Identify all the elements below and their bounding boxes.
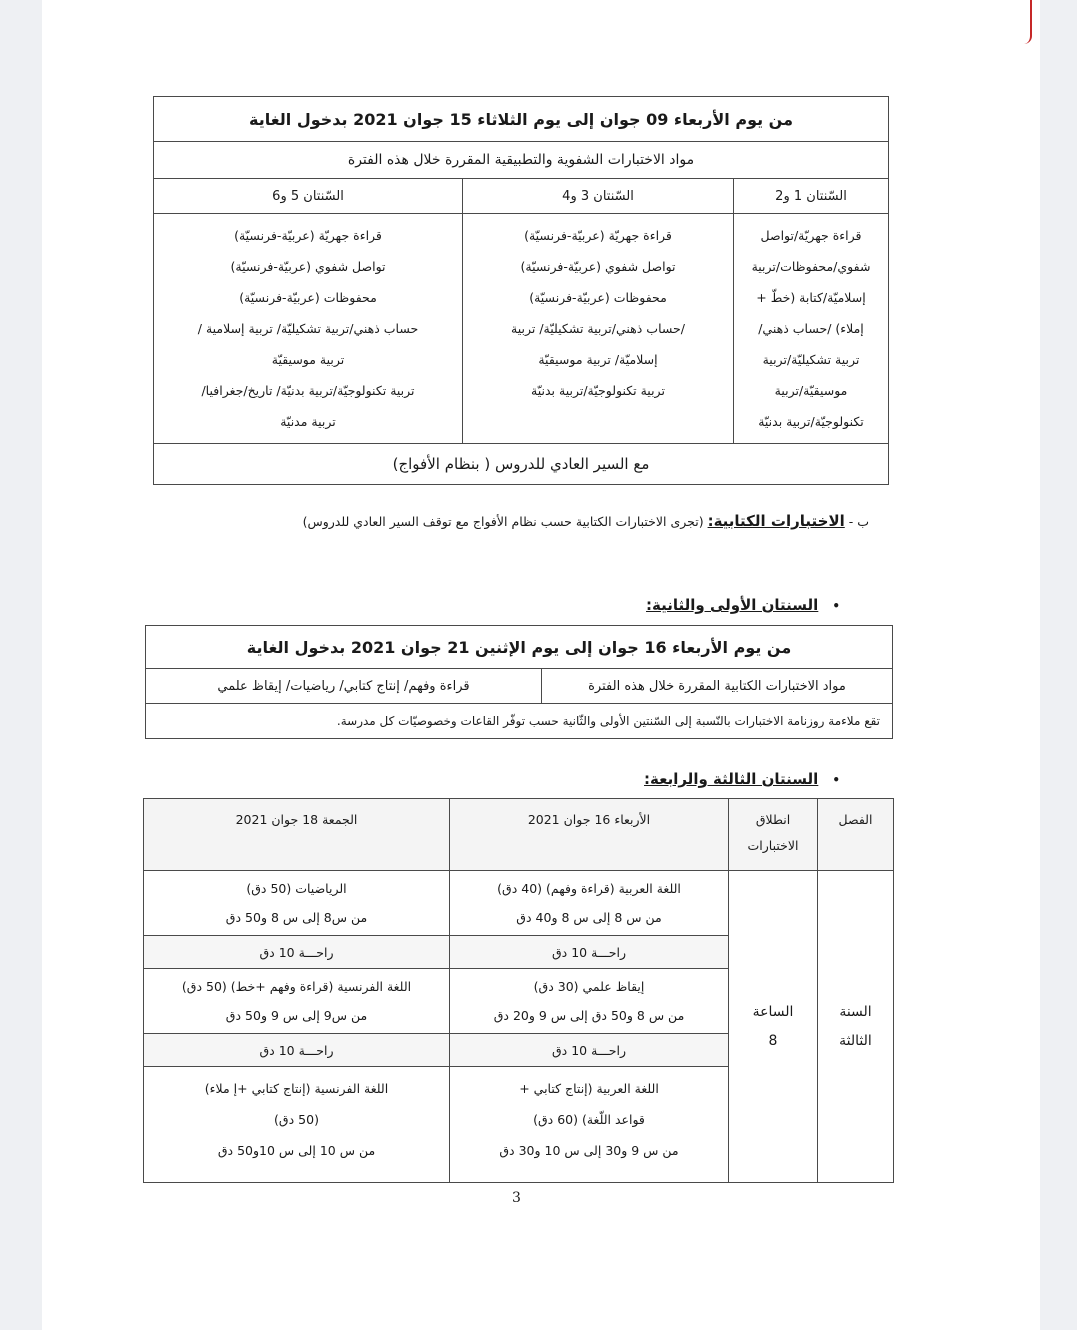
level-line: السنة: [839, 1003, 872, 1020]
years-3-4-schedule-table: [143, 798, 894, 1183]
header-start-line: انطلاق: [755, 812, 791, 827]
years-3-4-heading-text: السنتان الثالثة والرابعة:: [644, 770, 819, 788]
header-level: الفصل: [818, 799, 894, 871]
start-time-line: الساعة: [752, 1003, 794, 1020]
slot-1-friday: [144, 871, 450, 936]
exam-subject: اللغة العربية (قراءة وفهم) (40 دق): [497, 881, 681, 896]
years-1-2-note: تقع ملاءمة روزنامة الاختبارات بالنّسبة إلى السّنتين الأولى والثّانية حسب توفّر القاعات وخصوصيّات كل مدرسة.: [146, 704, 893, 739]
years-1-2-heading: [646, 596, 840, 614]
subject-line: تربية تشكيليّة/تربية: [762, 352, 860, 367]
level-line: الثالثة: [839, 1032, 872, 1049]
subject-line: حساب ذهني/تربية تشكيليّة/ تربية إسلامية /: [197, 321, 419, 336]
header-day-wednesday: الأربعاء 16 جوان 2021: [450, 799, 729, 871]
section-b-written-exams: [303, 512, 869, 530]
oral-exams-footer: مع السير العادي للدروس ( بنظام الأفواج): [154, 444, 889, 485]
subject-line: قراءة جهريّة (عربيّة-فرنسيّة): [524, 228, 672, 243]
break-friday: راحـــة 10 دق: [144, 936, 450, 969]
start-time-cell: [729, 871, 818, 1183]
level-cell: [818, 871, 894, 1183]
subject-line: /حساب ذهني/تربية تشكيليّة/ تربية: [511, 321, 685, 336]
header-start-line: الاختبارات: [747, 838, 799, 853]
column-header-years-3-4: السّنتان 3 و4: [463, 179, 734, 214]
years-1-2-heading-text: السنتان الأولى والثانية:: [646, 596, 819, 614]
exam-subject: الرياضيات (50 دق): [246, 881, 347, 896]
column-header-years-5-6: السّنتان 5 و6: [154, 179, 463, 214]
exam-time: من س8 إلى س 8 و50 دق: [225, 910, 368, 925]
oral-exams-subtitle: مواد الاختبارات الشفوية والتطبيقية المقررة خلال هذه الفترة: [154, 142, 889, 179]
section-b-prefix: ب -: [844, 514, 869, 529]
section-b-heading: الاختبارات الكتابية:: [707, 512, 845, 530]
exam-time: من س 10 إلى س 10و50 دق: [217, 1143, 376, 1158]
slot-2-wednesday: [450, 969, 729, 1034]
section-b-note: (تجرى الاختبارات الكتابية حسب نظام الأفواج مع توقف السير العادي للدروس): [302, 514, 708, 529]
subject-line: تكنولوجيّة/تربية بدنيّة: [758, 414, 864, 429]
subject-line: تربية تكنولوجيّة/تربية بدنيّة/ تاريخ/جغرافيا/: [201, 383, 415, 398]
slot-2-friday: [144, 969, 450, 1034]
oral-exams-period-title: من يوم الأربعاء 09 جوان إلى يوم الثلاثاء 15 جوان 2021 بدخول الغاية: [154, 97, 889, 142]
subjects-years-1-2: [734, 214, 889, 444]
red-pen-mark: [1020, 0, 1032, 44]
years-1-2-subjects: قراءة وفهم/ إنتاج كتابي/ رياضيات/ إيقاظ علمي: [146, 669, 542, 704]
page-number: 3: [512, 1190, 521, 1206]
exam-subject: اللغة الفرنسية (إنتاج كتابي +إ ملاء): [204, 1081, 389, 1096]
years-3-4-heading: [644, 770, 840, 788]
break-wednesday: راحـــة 10 دق: [450, 936, 729, 969]
subject-line: إسلاميّة/ تربية موسيقيّة: [538, 352, 658, 367]
subject-line: إملاء) /حساب ذهني/: [758, 321, 864, 336]
column-header-years-1-2: السّنتان 1 و2: [734, 179, 889, 214]
exam-time: من س 9 و30 إلى س 10 و30 دق: [499, 1143, 679, 1158]
exam-subject: اللغة العربية (إنتاج كتابي +: [519, 1081, 659, 1096]
exam-subject: (50 دق): [274, 1112, 319, 1127]
subject-line: شفوي/محفوظات/تربية: [751, 259, 871, 274]
subjects-years-3-4: [463, 214, 734, 444]
subject-line: إسلاميّة/كتابة (خطّ +: [756, 290, 866, 305]
subject-line: تواصل شفوي (عربيّة-فرنسيّة): [520, 259, 676, 274]
years-1-2-period-title: من يوم الأربعاء 16 جوان إلى يوم الإثنين 21 جوان 2021 بدخول الغاية: [146, 626, 893, 669]
exam-subject: إيقاظ علمي (30 دق): [533, 979, 645, 994]
subject-line: تواصل شفوي (عربيّة-فرنسيّة): [230, 259, 386, 274]
break-wednesday: راحـــة 10 دق: [450, 1034, 729, 1067]
exam-time: من س9 إلى س 9 و50 دق: [225, 1008, 368, 1023]
subject-line: قراءة جهريّة/تواصل: [760, 228, 862, 243]
oral-exams-table: [153, 96, 889, 485]
slot-3-friday: [144, 1067, 450, 1183]
subject-line: تربية تكنولوجيّة/تربية بدنيّة: [531, 383, 665, 398]
subject-line: موسيقيّة/تربية: [774, 383, 848, 398]
subject-line: محفوظات (عربيّة-فرنسيّة): [239, 290, 377, 305]
subject-line: محفوظات (عربيّة-فرنسيّة): [529, 290, 667, 305]
bullet-icon: •: [832, 599, 840, 613]
exam-subject: اللغة الفرنسية (قراءة وفهم +خط) (50 دق): [181, 979, 412, 994]
subject-line: تربية موسيقيّة: [271, 352, 345, 367]
break-friday: راحـــة 10 دق: [144, 1034, 450, 1067]
exam-time: من س 8 إلى س 8 و40 دق: [516, 910, 662, 925]
years-1-2-table: [145, 625, 893, 739]
subjects-years-5-6: [154, 214, 463, 444]
exam-subject: قواعد اللّغة) (60 دق): [533, 1112, 645, 1127]
slot-1-wednesday: [450, 871, 729, 936]
header-start: [729, 799, 818, 871]
header-day-friday: الجمعة 18 جوان 2021: [144, 799, 450, 871]
years-1-2-subjects-label: مواد الاختبارات الكتابية المقررة خلال هذه الفترة: [542, 669, 893, 704]
bullet-icon: •: [832, 773, 840, 787]
start-time-line: 8: [768, 1032, 778, 1049]
subject-line: قراءة جهريّة (عربيّة-فرنسيّة): [234, 228, 382, 243]
subject-line: تربية مدنيّة: [280, 414, 336, 429]
exam-time: من س 8 و50 دق إلى س 9 و20 دق: [493, 1008, 685, 1023]
slot-3-wednesday: [450, 1067, 729, 1183]
